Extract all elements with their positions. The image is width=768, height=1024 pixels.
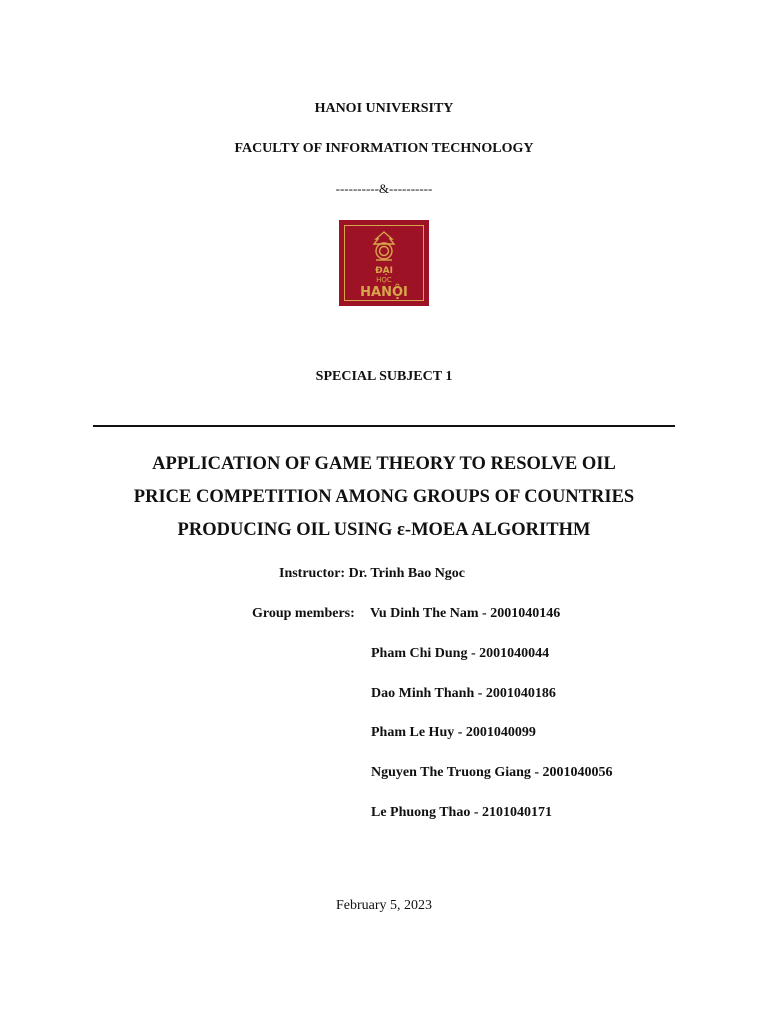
title-line-1: APPLICATION OF GAME THEORY TO RESOLVE OIL xyxy=(152,454,616,474)
university-name: HANOI UNIVERSITY xyxy=(314,101,454,116)
subject-heading: SPECIAL SUBJECT 1 xyxy=(315,369,453,384)
group-member-5: Nguyen The Truong Giang - 2001040056 xyxy=(371,765,613,780)
group-member-1: Vu Dinh The Nam - 2001040146 xyxy=(370,606,561,621)
university-logo xyxy=(339,220,429,306)
faculty-name: FACULTY OF INFORMATION TECHNOLOGY xyxy=(234,141,534,156)
logo-text-line3: HANỘI xyxy=(360,285,408,300)
separator-ornament: ----------&---------- xyxy=(335,181,433,196)
logo-text-line2: HỌC xyxy=(376,276,392,284)
group-member-6: Le Phuong Thao - 2101040171 xyxy=(371,805,552,820)
group-member-2: Pham Chi Dung - 2001040044 xyxy=(371,646,550,661)
instructor-line: Instructor: Dr. Trinh Bao Ngoc xyxy=(279,566,466,581)
logo-text-line1: ĐẠI xyxy=(375,266,393,276)
group-member-4: Pham Le Huy - 2001040099 xyxy=(371,725,536,740)
horizontal-rule xyxy=(93,425,675,427)
group-member-3: Dao Minh Thanh - 2001040186 xyxy=(371,686,556,701)
hanoi-university-crest-icon xyxy=(339,220,429,306)
document-date: February 5, 2023 xyxy=(335,898,433,913)
title-line-2: PRICE COMPETITION AMONG GROUPS OF COUNTRIES xyxy=(133,487,635,507)
document-title xyxy=(90,448,678,547)
title-line-3: PRODUCING OIL USING ε-MOEA ALGORITHM xyxy=(177,520,591,540)
group-members-label: Group members: xyxy=(252,606,355,621)
